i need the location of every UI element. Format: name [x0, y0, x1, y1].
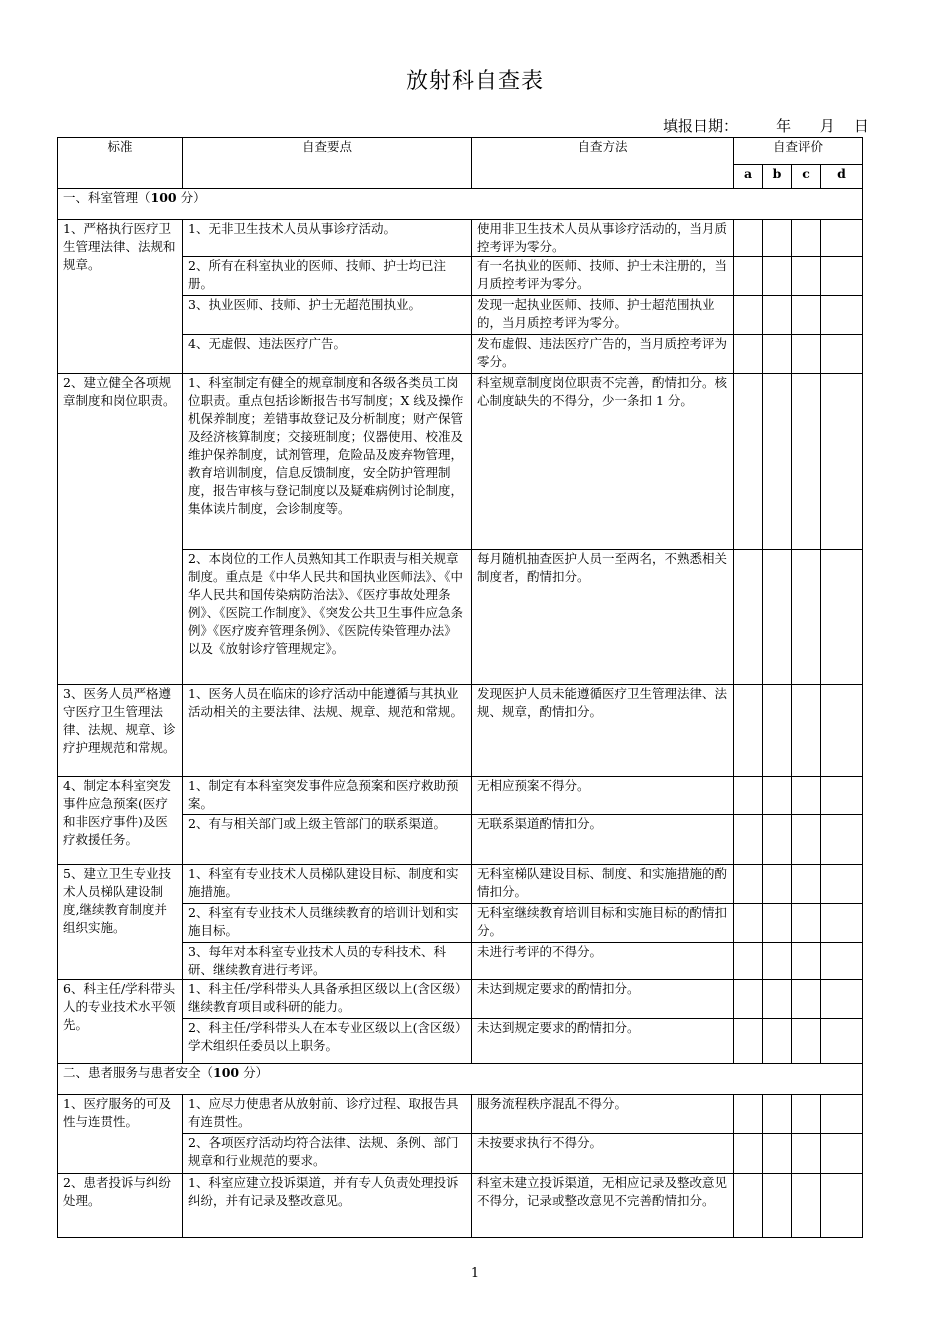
grade-b-cell: [763, 335, 792, 374]
table-row: [58, 1174, 863, 1238]
standard-cell: 2、建立健全各项规章制度和岗位职责。: [58, 374, 183, 685]
check-point-cell: 1、科室应建立投诉渠道，并有专人负责处理投诉纠纷，并有记录及整改意见。: [183, 1174, 472, 1238]
grade-d-cell: [821, 904, 863, 943]
grade-d-cell: [821, 1134, 863, 1174]
standard-cell: 4、制定本科室突发事件应急预案(医疗和非医疗事件)及医疗救援任务。: [58, 777, 183, 865]
page-title: 放射科自查表: [405, 69, 544, 94]
grade-a-cell: [734, 943, 763, 980]
check-method-cell: 发现一起执业医师、技师、护士超范围执业的，当月质控考评为零分。: [472, 296, 734, 335]
grade-c-cell: [792, 220, 821, 257]
header-grade-d: d: [821, 165, 863, 189]
check-point-cell: 3、每年对本科室专业技术人员的专科技术、科研、继续教育进行考评。: [183, 943, 472, 980]
grade-c-cell: [792, 943, 821, 980]
grade-b-cell: [763, 550, 792, 685]
grade-d-cell: [821, 815, 863, 865]
header-points: 自查要点: [183, 138, 472, 189]
grade-c-cell: [792, 1134, 821, 1174]
check-point-cell: 2、本岗位的工作人员熟知其工作职责与相关规章制度。重点是《中华人民共和国执业医师法》、《中华人民共和国传染病防治法》、《医疗事故处理条例》、《医院工作制度》、《突发公共卫生事件应急条例》《医疗废弃管理条例》、《医院传染管理办法》以及《放射诊疗管理规定》。: [183, 550, 472, 685]
header-grade-c: c: [792, 165, 821, 189]
check-point-cell: 3、执业医师、技师、护士无超范围执业。: [183, 296, 472, 335]
check-method-cell: 无联系渠道酌情扣分。: [472, 815, 734, 865]
grade-c-cell: [792, 374, 821, 550]
section-title-prefix: 一、科室管理（: [63, 190, 151, 205]
grade-a-cell: [734, 815, 763, 865]
check-method-cell: 未进行考评的不得分。: [472, 943, 734, 980]
grade-d-cell: [821, 1019, 863, 1064]
header-grade-b: b: [763, 165, 792, 189]
check-point-cell: 1、医务人员在临床的诊疗活动中能遵循与其执业活动相关的主要法律、法规、规章、规范和常规。: [183, 685, 472, 777]
grade-a-cell: [734, 904, 763, 943]
grade-c-cell: [792, 815, 821, 865]
check-point-cell: 1、科室有专业技术人员梯队建设目标、制度和实施措施。: [183, 865, 472, 904]
grade-d-cell: [821, 1174, 863, 1238]
check-point-cell: 2、有与相关部门或上级主管部门的联系渠道。: [183, 815, 472, 865]
grade-b-cell: [763, 374, 792, 550]
header-method: 自查方法: [472, 138, 734, 189]
standard-cell: 1、医疗服务的可及性与连贯性。: [58, 1095, 183, 1174]
check-method-cell: 科室未建立投诉渠道，无相应记录及整改意见不得分，记录或整改意见不完善酌情扣分。: [472, 1174, 734, 1238]
check-method-cell: 无科室梯队建设目标、制度、和实施措施的酌情扣分。: [472, 865, 734, 904]
standard-cell: 6、科主任/学科带头人的专业技术水平领先。: [58, 980, 183, 1064]
table-row: [58, 220, 863, 257]
grade-a-cell: [734, 1134, 763, 1174]
grade-b-cell: [763, 777, 792, 815]
grade-a-cell: [734, 296, 763, 335]
grade-b-cell: [763, 865, 792, 904]
grade-d-cell: [821, 257, 863, 296]
grade-d-cell: [821, 550, 863, 685]
table-row: [58, 685, 863, 777]
grade-c-cell: [792, 685, 821, 777]
grade-c-cell: [792, 904, 821, 943]
grade-b-cell: [763, 1174, 792, 1238]
grade-d-cell: [821, 777, 863, 815]
check-point-cell: 2、所有在科室执业的医师、技师、护士均已注册。: [183, 257, 472, 296]
grade-c-cell: [792, 1174, 821, 1238]
header-grade-a: a: [734, 165, 763, 189]
grade-d-cell: [821, 685, 863, 777]
check-method-cell: 有一名执业的医师、技师、护士未注册的，当月质控考评为零分。: [472, 257, 734, 296]
check-method-cell: 使用非卫生技术人员从事诊疗活动的，当月质控考评为零分。: [472, 220, 734, 257]
grade-c-cell: [792, 1019, 821, 1064]
grade-b-cell: [763, 1134, 792, 1174]
grade-d-cell: [821, 296, 863, 335]
section-title-suffix: 分）: [239, 1065, 269, 1080]
grade-a-cell: [734, 335, 763, 374]
check-method-cell: 科室规章制度岗位职责不完善，酌情扣分。核心制度缺失的不得分，少一条扣 1 分。: [472, 374, 734, 550]
check-method-cell: 每月随机抽查医护人员一至两名，不熟悉相关制度者，酌情扣分。: [472, 550, 734, 685]
grade-b-cell: [763, 220, 792, 257]
grade-d-cell: [821, 865, 863, 904]
grade-c-cell: [792, 550, 821, 685]
grade-d-cell: [821, 220, 863, 257]
grade-d-cell: [821, 374, 863, 550]
check-point-cell: 1、科主任/学科带头人具备承担区级以上(含区级）继续教育项目或科研的能力。: [183, 980, 472, 1019]
grade-a-cell: [734, 1019, 763, 1064]
section-row: [58, 189, 863, 220]
section-title-prefix: 二、患者服务与患者安全（: [63, 1065, 214, 1080]
check-method-cell: 未达到规定要求的酌情扣分。: [472, 980, 734, 1019]
check-method-cell: 发现医护人员未能遵循医疗卫生管理法律、法规、规章，酌情扣分。: [472, 685, 734, 777]
header-eval: 自查评价: [734, 138, 863, 165]
grade-c-cell: [792, 777, 821, 815]
grade-b-cell: [763, 815, 792, 865]
section-title: [58, 1064, 863, 1095]
grade-a-cell: [734, 257, 763, 296]
check-point-cell: 1、应尽力使患者从放射前、诊疗过程、取报告具有连贯性。: [183, 1095, 472, 1134]
standard-cell: 5、建立卫生专业技术人员梯队建设制度,继续教育制度并组织实施。: [58, 865, 183, 980]
check-method-cell: 无科室继续教育培训目标和实施目标的酌情扣分。: [472, 904, 734, 943]
section-title: [58, 189, 863, 220]
grade-c-cell: [792, 1095, 821, 1134]
grade-a-cell: [734, 374, 763, 550]
check-method-cell: 未按要求执行不得分。: [472, 1134, 734, 1174]
table-row: [58, 865, 863, 904]
grade-b-cell: [763, 685, 792, 777]
header-row: [58, 138, 863, 165]
header-standard: 标准: [58, 138, 183, 189]
grade-c-cell: [792, 865, 821, 904]
self-check-table: [57, 137, 863, 1238]
grade-d-cell: [821, 980, 863, 1019]
grade-b-cell: [763, 1095, 792, 1134]
table-row: [58, 1095, 863, 1134]
check-method-cell: 未达到规定要求的酌情扣分。: [472, 1019, 734, 1064]
section-title-score: 100: [213, 1065, 240, 1080]
page-number: 1: [470, 1266, 480, 1281]
check-method-cell: 发布虚假、违法医疗广告的，当月质控考评为零分。: [472, 335, 734, 374]
table-row: [58, 980, 863, 1019]
grade-a-cell: [734, 1095, 763, 1134]
grade-b-cell: [763, 1019, 792, 1064]
check-method-cell: 服务流程秩序混乱不得分。: [472, 1095, 734, 1134]
grade-c-cell: [792, 296, 821, 335]
fill-date-label: 填报日期： 年 月 日: [663, 117, 869, 135]
grade-c-cell: [792, 257, 821, 296]
standard-cell: 3、医务人员严格遵守医疗卫生管理法律、法规、规章、诊疗护理规范和常规。: [58, 685, 183, 777]
standard-cell: 2、患者投诉与纠纷处理。: [58, 1174, 183, 1238]
grade-c-cell: [792, 335, 821, 374]
standard-cell: 1、严格执行医疗卫生管理法律、法规和规章。: [58, 220, 183, 374]
check-point-cell: 1、科室制定有健全的规章制度和各级各类员工岗位职责。重点包括诊断报告书写制度；X 线及操作机保养制度；差错事故登记及分析制度；财产保管及经济核算制度；交接班制度；仪器使用、校准及维护保养制度，试剂管理，危险品及废弃物管理，教育培训制度，信息反馈制度，安全防护管理制度，报告审核与登记制度以及疑难病例讨论制度，集体读片制度，会诊制度等。: [183, 374, 472, 550]
check-point-cell: 2、科主任/学科带头人在本专业区级以上(含区级）学术组织任委员以上职务。: [183, 1019, 472, 1064]
grade-d-cell: [821, 1095, 863, 1134]
section-row: [58, 1064, 863, 1095]
table-row: [58, 777, 863, 815]
grade-a-cell: [734, 685, 763, 777]
grade-d-cell: [821, 335, 863, 374]
check-point-cell: 4、无虚假、违法医疗广告。: [183, 335, 472, 374]
grade-b-cell: [763, 904, 792, 943]
grade-a-cell: [734, 777, 763, 815]
check-method-cell: 无相应预案不得分。: [472, 777, 734, 815]
check-point-cell: 1、制定有本科室突发事件应急预案和医疗救助预案。: [183, 777, 472, 815]
grade-a-cell: [734, 865, 763, 904]
grade-d-cell: [821, 943, 863, 980]
table-row: [58, 374, 863, 550]
grade-b-cell: [763, 296, 792, 335]
section-title-score: 100: [150, 190, 177, 205]
check-point-cell: 2、各项医疗活动均符合法律、法规、条例、部门规章和行业规范的要求。: [183, 1134, 472, 1174]
grade-b-cell: [763, 943, 792, 980]
grade-a-cell: [734, 550, 763, 685]
grade-c-cell: [792, 980, 821, 1019]
check-point-cell: 1、无非卫生技术人员从事诊疗活动。: [183, 220, 472, 257]
section-title-suffix: 分）: [176, 190, 206, 205]
grade-a-cell: [734, 980, 763, 1019]
grade-a-cell: [734, 1174, 763, 1238]
grade-b-cell: [763, 257, 792, 296]
grade-b-cell: [763, 980, 792, 1019]
grade-a-cell: [734, 220, 763, 257]
check-point-cell: 2、科室有专业技术人员继续教育的培训计划和实施目标。: [183, 904, 472, 943]
